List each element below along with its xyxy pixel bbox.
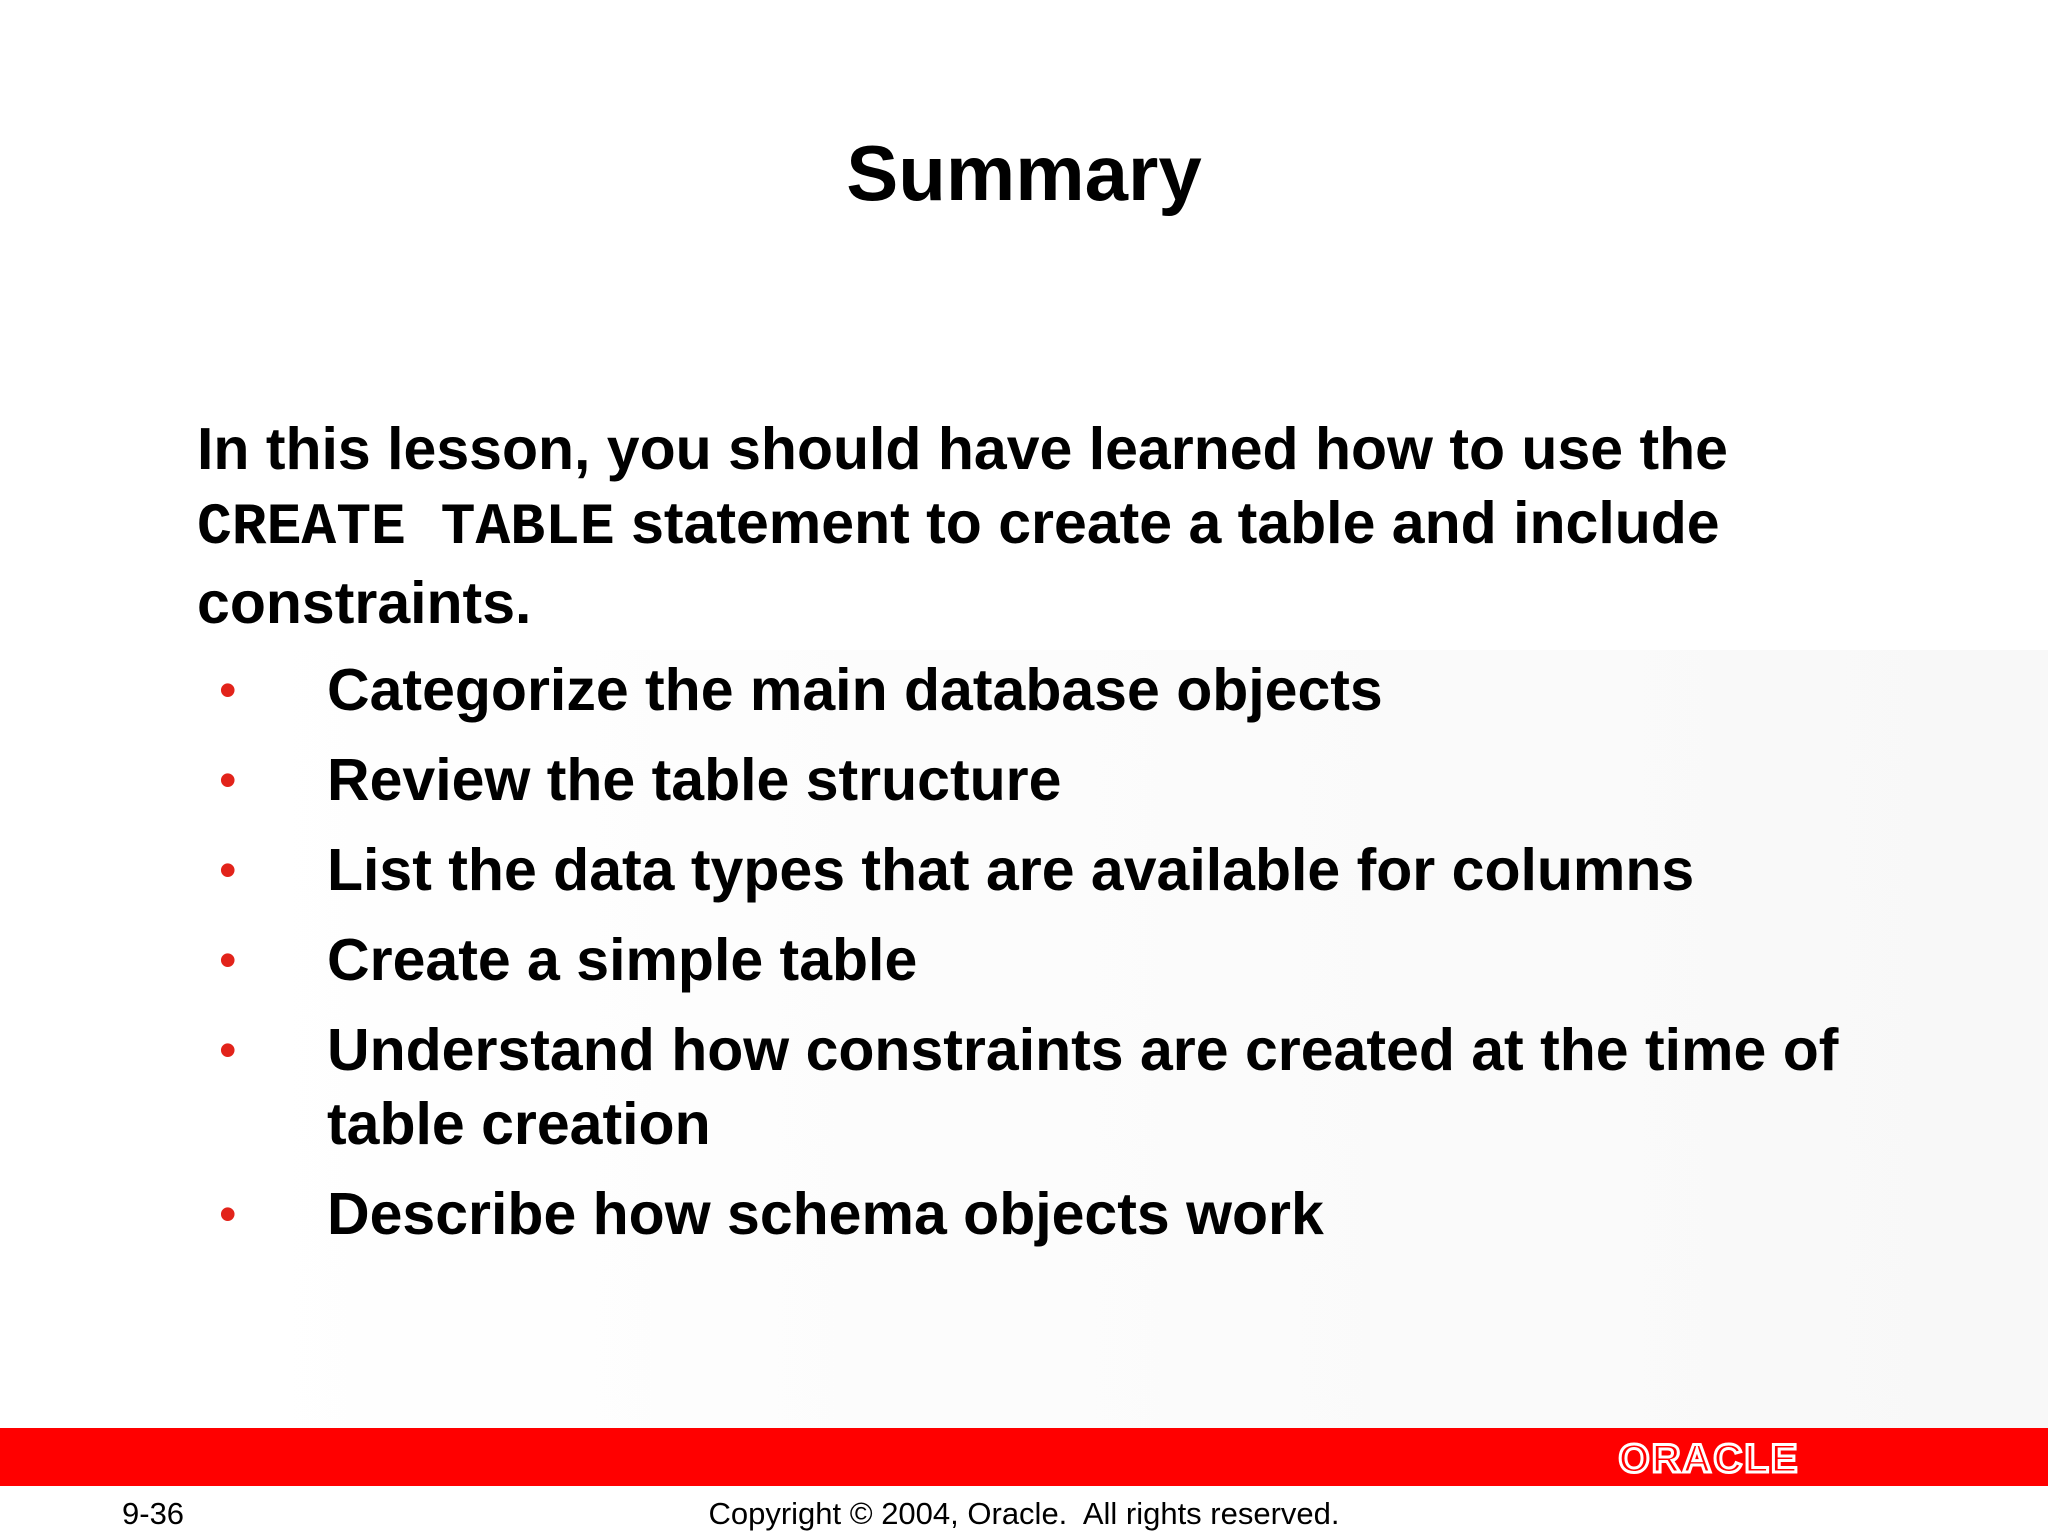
bullet-item — [197, 743, 1897, 817]
bullet-icon: • — [219, 1022, 237, 1078]
bullet-item — [197, 923, 1897, 997]
bullet-text: Understand how constraints are created at the time of table creation — [327, 1017, 1839, 1157]
footer-bar — [0, 1428, 2048, 1486]
bullet-icon: • — [219, 1186, 237, 1242]
bullet-item — [197, 833, 1897, 907]
slide-title: Summary — [846, 129, 1202, 217]
page-number: 9-36 — [122, 1496, 185, 1531]
bullet-item — [197, 653, 1897, 727]
oracle-logo — [1584, 1436, 1834, 1478]
bullet-text: Describe how schema objects work — [327, 1181, 1324, 1247]
oracle-logo-text: ORACLE — [1618, 1437, 1800, 1478]
bullet-text: Create a simple table — [327, 927, 918, 993]
bullet-icon: • — [219, 752, 237, 808]
intro-text-after: statement to create a table and include constraints. — [197, 490, 1720, 636]
bullet-icon: • — [219, 662, 237, 718]
bullet-list — [197, 653, 1897, 1267]
bullet-icon: • — [219, 932, 237, 988]
bullet-icon: • — [219, 842, 237, 898]
copyright-notice: Copyright © 2004, Oracle. All rights reserved. — [708, 1496, 1340, 1531]
bullet-text: Review the table structure — [327, 747, 1062, 813]
bullet-item — [197, 1013, 1897, 1161]
intro-paragraph — [197, 412, 1897, 640]
bullet-text: List the data types that are available for columns — [327, 837, 1695, 903]
intro-text-before: In this lesson, you should have learned how to use the — [197, 416, 1728, 482]
bullet-item — [197, 1177, 1897, 1251]
intro-code: CREATE TABLE — [197, 496, 615, 561]
footer — [0, 1492, 2048, 1536]
bullet-text: Categorize the main database objects — [327, 657, 1383, 723]
